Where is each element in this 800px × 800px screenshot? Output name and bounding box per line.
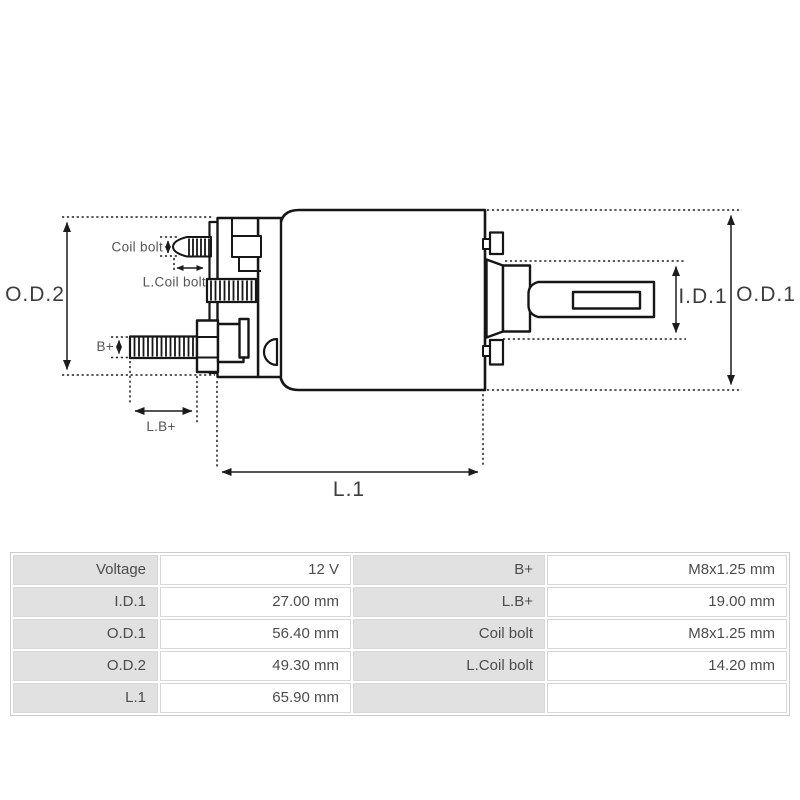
top-mounting-tab (490, 233, 503, 255)
id1-label: I.D.1 (678, 285, 728, 308)
spec-value-cell: 12 V (160, 555, 351, 585)
coil-bolt-label: Coil bolt (111, 239, 163, 255)
spec-label-cell: B+ (353, 555, 545, 585)
solenoid-body (280, 210, 485, 390)
plunger-flange (487, 260, 504, 338)
spec-value-cell-empty (547, 683, 787, 713)
spec-label-cell: L.B+ (353, 587, 545, 617)
spec-value-cell: 56.40 mm (160, 619, 351, 649)
spec-label-cell: L.Coil bolt (353, 651, 545, 681)
bplus-washer (240, 319, 249, 358)
spec-label-cell: O.D.1 (13, 619, 158, 649)
spec-table (10, 552, 790, 716)
bottom-mounting-tab (490, 340, 503, 365)
spec-label-cell-empty (353, 683, 545, 713)
spec-label-cell: Coil bolt (353, 619, 545, 649)
l1-label: L.1 (332, 478, 366, 501)
l-coil-bolt-label: L.Coil bolt (142, 274, 206, 290)
spec-value-cell: 49.30 mm (160, 651, 351, 681)
coil-terminal-block (232, 236, 261, 257)
spec-value-cell: 19.00 mm (547, 587, 787, 617)
spec-value-cell: 27.00 mm (160, 587, 351, 617)
spec-label-cell: L.1 (13, 683, 158, 713)
spec-value-cell: 14.20 mm (547, 651, 787, 681)
coil-bolt (173, 237, 211, 257)
bplus-bolt-body (130, 337, 197, 359)
spec-label-cell: O.D.2 (13, 651, 158, 681)
coil-stud-body (207, 279, 256, 302)
b-plus-label: B+ (96, 339, 114, 354)
coil-stud (207, 279, 256, 302)
plunger-rod-slot (573, 292, 640, 309)
plunger-collar (503, 266, 530, 332)
spec-label-cell: I.D.1 (13, 587, 158, 617)
spec-value-cell: 65.90 mm (160, 683, 351, 713)
spec-value-cell: M8x1.25 mm (547, 619, 787, 649)
od1-label: O.D.1 (736, 283, 796, 306)
l-b-plus-label: L.B+ (146, 419, 176, 434)
plunger-assembly (483, 233, 654, 365)
od2-label: O.D.2 (5, 283, 65, 306)
bplus-hex-nut (197, 321, 218, 373)
spec-value-cell: M8x1.25 mm (547, 555, 787, 585)
spec-label-cell: Voltage (13, 555, 158, 585)
